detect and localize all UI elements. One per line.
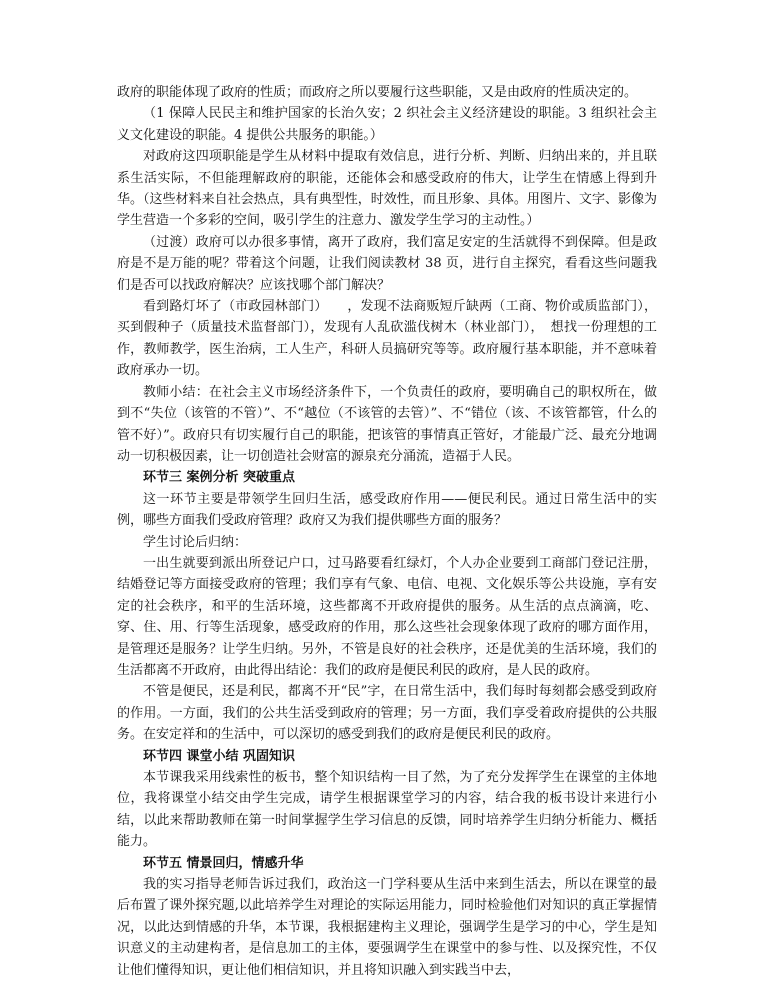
section-heading: 环节三 案例分析 突破重点 xyxy=(143,470,296,486)
paragraph-text: 政府的职能体现了政府的性质；而政府之所以要履行这些职能，又是由政府的性质决定的。 xyxy=(117,85,638,100)
paragraph-text: 学生讨论后归纳： xyxy=(143,534,248,550)
section-heading: 环节四 课堂小结 巩固知识 xyxy=(143,748,296,764)
paragraph-text: 看到路灯坏了（市政园林部门） ，发现不法商贩短斤缺两（工商、物价或质监部门），买到假种子（质量技术监督部门），发现有人乱砍滥伐树木（林业部门）， 想找一份理想的工作，教师教学，医生治病，工人生产，科研人员搞研究等等。政府履行基本职能，并不意味着政府承办一切。 xyxy=(117,299,657,379)
document-page xyxy=(117,82,657,981)
section-heading: 环节五 情景回归，情感升华 xyxy=(143,855,304,871)
paragraph-text: （1 保障人民民主和维护国家的长治久安；2 织社会主义经济建设的职能。3 组织社会主义文化建设的职能。4 提供公共服务的职能。） xyxy=(117,106,657,143)
paragraph-text: 我的实习指导老师告诉过我们，政治这一门学科要从生活中来到生活去，所以在课堂的最后布置了课外探究题,以此培养学生对理论的实际运用能力，同时检验他们对知识的真正掌握情况，以此达到情感的升华，本节课，我根据建构主义理论，强调学生是学习的中心，学生是知识意义的主动建构者，是信息加工的主体，要强调学生在课堂中的参与性、以及探究性，不仅让他们懂得知识，更让他们相信知识，并且将知识融入到实践当中去， xyxy=(117,877,657,978)
paragraph-text: 对政府这四项职能是学生从材料中提取有效信息，进行分析、判断、归纳出来的，并且联系生活实际，不但能理解政府的职能，还能体会和感受政府的伟大，让学生在情感上得到升华。（这些材料来自社会热点，具有典型性，时效性，而且形象、具体。用图片、文字、影像为学生营造一个多彩的空间，吸引学生的注意力、激发学生学习的主动性。） xyxy=(117,149,657,229)
paragraph-text: 本节课我采用线索性的板书，整个知识结构一目了然，为了充分发挥学生在课堂的主体地位，我将课堂小结交由学生完成，请学生根据课堂学习的内容，结合我的板书设计来进行小结，以此来帮助教师在第一时间掌握学生学习信息的反馈，同时培养学生归纳分析能力、概括能力。 xyxy=(117,770,657,850)
paragraph-text: 这一环节主要是带领学生回归生活，感受政府作用——便民利民。通过日常生活中的实例，哪些方面我们受政府管理？政府又为我们提供哪些方面的服务？ xyxy=(117,491,657,529)
paragraph-text: 不管是便民，还是利民，都离不开“民”字，在日常生活中，我们每时每刻都会感受到政府的作用。一方面，我们的公共生活受到政府的管理；另一方面，我们享受着政府提供的公共服务。在安定祥和的生活中，可以深切的感受到我们的政府是便民利民的政府。 xyxy=(117,684,657,743)
paragraph-text: 教师小结：在社会主义市场经济条件下，一个负责任的政府，要明确自己的职权所在，做到不“失位（该管的不管）”、不“越位（不该管的去管）”、不“错位（该、不该管都管，什么的管不好）”。政府只有切实履行自己的职能，把该管的事情真正管好，才能最广泛、最充分地调动一切积极因素，让一切创造社会财富的源泉充分涌流，造福于人民。 xyxy=(117,384,657,464)
paragraph-text: （过渡）政府可以办很多事情，离开了政府，我们富足安定的生活就得不到保障。但是政府是不是万能的呢？带着这个问题，让我们阅读教材 38 页，进行自主探究，看看这些问题我们是否可以找政府解决？应该找哪个部门解决？ xyxy=(117,234,657,293)
paragraph-text: 一出生就要到派出所登记户口，过马路要看红绿灯，个人办企业要到工商部门登记注册，结婚登记等方面接受政府的管理；我们享有气象、电信、电视、文化娱乐等公共设施，享有安定的社会秩序，和平的生活环境，这些都离不开政府提供的服务。从生活的点点滴滴，吃、穿、住、用、行等生活现象，感受政府的作用，那么这些社会现象体现了政府的哪方面作用，是管理还是服务？让学生归纳。另外，不管是良好的社会秩序，还是优美的生活环境，我们的生活都离不开政府，由此得出结论：我们的政府是便民利民的政府，是人民的政府。 xyxy=(117,555,657,678)
